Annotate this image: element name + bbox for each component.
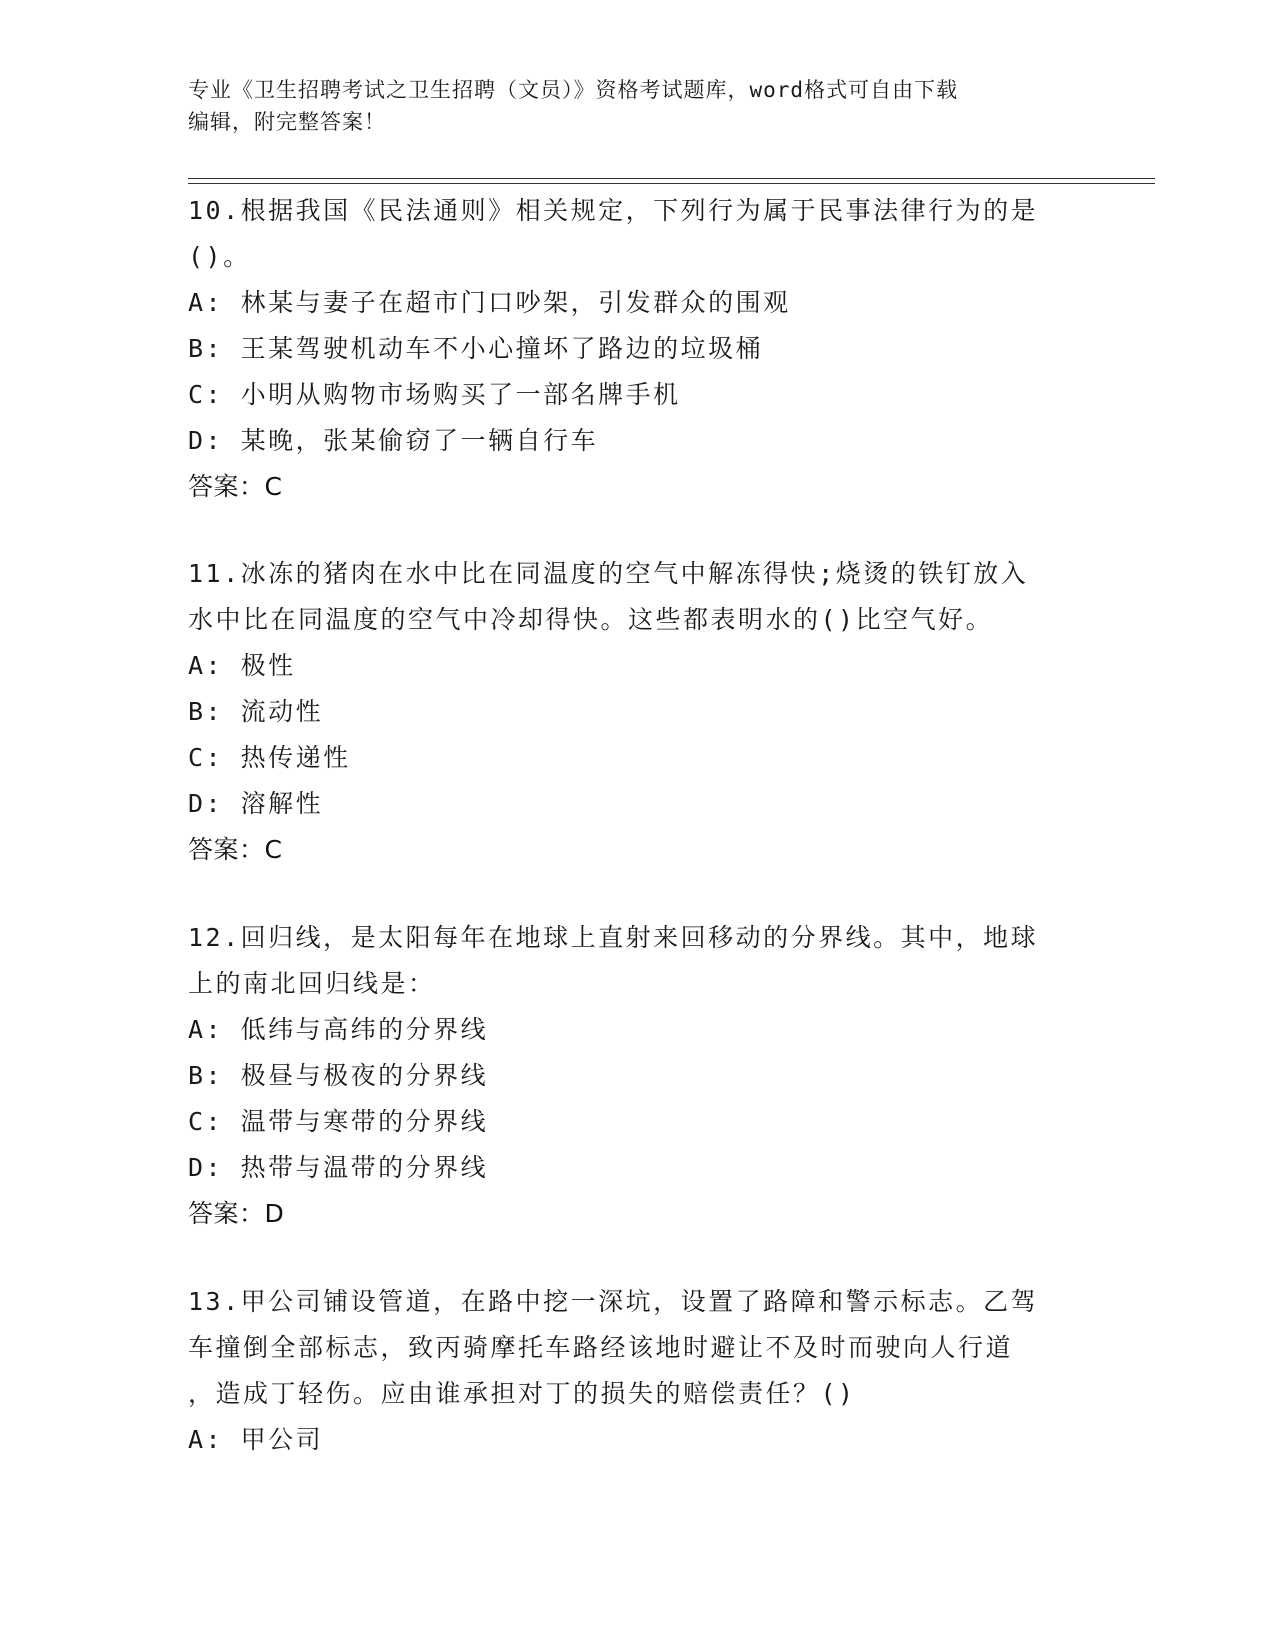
- option-a: A: 林某与妻子在超市门口吵架，引发群众的围观: [188, 288, 791, 317]
- answer: 答案：C: [188, 472, 283, 501]
- option-d: D: 某晚，张某偷窃了一辆自行车: [188, 426, 599, 455]
- answer: 答案：C: [188, 835, 283, 864]
- option-b: B: 极昼与极夜的分界线: [188, 1061, 489, 1090]
- question-text-line: 11.冰冻的猪肉在水中比在同温度的空气中解冻得快;烧烫的铁钉放入: [188, 559, 1029, 588]
- option-d: D: 溶解性: [188, 789, 324, 818]
- question-text-line: ，造成丁轻伤。应由谁承担对丁的损失的赔偿责任？(): [188, 1379, 856, 1408]
- header-line-1: 专业《卫生招聘考试之卫生招聘（文员）》资格考试题库，word格式可自由下载: [188, 78, 959, 102]
- option-d: D: 热带与温带的分界线: [188, 1153, 489, 1182]
- question-12: [188, 915, 1088, 1237]
- header-divider-bottom: [188, 183, 1155, 184]
- option-b: B: 流动性: [188, 697, 324, 726]
- option-a: A: 极性: [188, 651, 296, 680]
- header-line-2: 编辑，附完整答案！: [188, 110, 386, 134]
- document-header: [188, 74, 1088, 138]
- option-c: C: 温带与寒带的分界线: [188, 1107, 489, 1136]
- question-text-line: 车撞倒全部标志，致丙骑摩托车路经该地时避让不及时而驶向人行道: [188, 1333, 1014, 1362]
- question-text-line: 13.甲公司铺设管道，在路中挖一深坑，设置了路障和警示标志。乙驾: [188, 1287, 1039, 1316]
- option-c: C: 小明从购物市场购买了一部名牌手机: [188, 380, 681, 409]
- option-b: B: 王某驾驶机动车不小心撞坏了路边的垃圾桶: [188, 334, 764, 363]
- answer: 答案：D: [188, 1199, 285, 1228]
- question-13: [188, 1279, 1088, 1463]
- question-text-line: 10.根据我国《民法通则》相关规定，下列行为属于民事法律行为的是: [188, 196, 1039, 225]
- option-a: A: 低纬与高纬的分界线: [188, 1015, 489, 1044]
- question-text-line: 12.回归线，是太阳每年在地球上直射来回移动的分界线。其中，地球: [188, 923, 1039, 952]
- question-text-line: 水中比在同温度的空气中冷却得快。这些都表明水的()比空气好。: [188, 605, 994, 634]
- question-10: [188, 188, 1088, 510]
- question-11: [188, 551, 1088, 873]
- question-text-line: 上的南北回归线是：: [188, 969, 436, 998]
- option-c: C: 热传递性: [188, 743, 351, 772]
- header-divider-top: [188, 178, 1155, 179]
- option-a: A: 甲公司: [188, 1425, 324, 1454]
- question-text-line: ()。: [188, 242, 251, 271]
